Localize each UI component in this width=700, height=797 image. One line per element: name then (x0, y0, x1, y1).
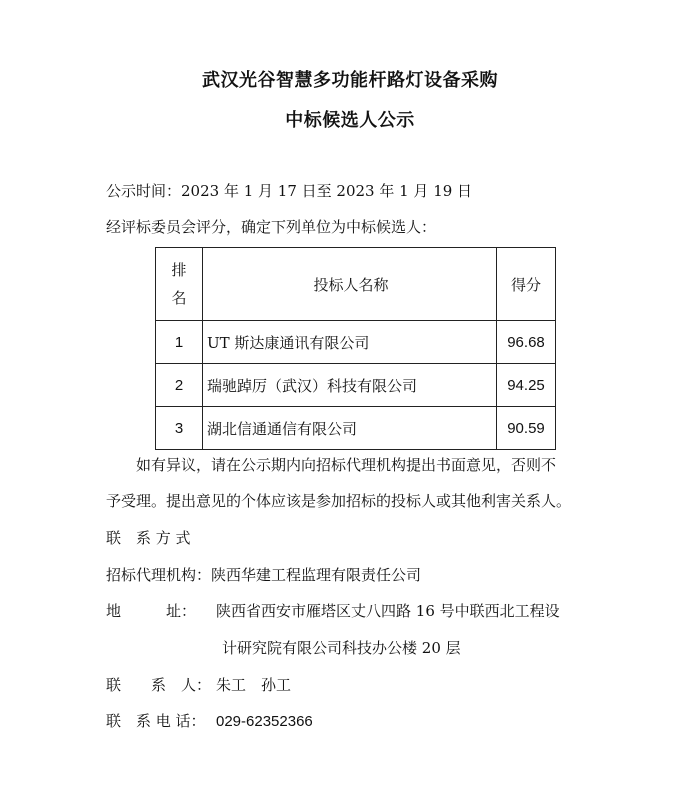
score-cell: 94.25 (497, 364, 556, 407)
objection-line-2: 予受理。提出意见的个体应该是参加招标的投标人或其他利害关系人。 (106, 492, 572, 510)
intro-text: 经评标委员会评分，确定下列单位为中标候选人： (106, 218, 437, 236)
bidder-cell: UT 斯达康通讯有限公司 (203, 321, 497, 364)
rank-cell: 3 (156, 407, 203, 450)
title-line-1: 武汉光谷智慧多功能杆路灯设备采购 (202, 70, 498, 91)
table-header-row (156, 248, 556, 321)
contact-heading: 联 系 方 式 (106, 529, 191, 547)
bidder-cell: 瑞驰踔厉（武汉）科技有限公司 (203, 364, 497, 407)
candidates-table (155, 247, 556, 450)
agency-label: 招标代理机构： (106, 566, 212, 584)
score-cell: 90.59 (497, 407, 556, 450)
table-row (156, 321, 556, 364)
rank-cell: 1 (156, 321, 203, 364)
phone-label: 联 系 电 话： (106, 712, 206, 730)
address-line-1: 陕西省西安市雁塔区丈八四路 16 号中联西北工程设 (216, 602, 560, 620)
address-row (106, 600, 560, 621)
table-row (156, 364, 556, 407)
agency-value: 陕西华建工程监理有限责任公司 (211, 566, 422, 584)
table-row (156, 407, 556, 450)
title-line-2: 中标候选人公示 (285, 110, 415, 131)
person-value: 朱工 孙工 (216, 676, 292, 694)
score-cell: 96.68 (497, 321, 556, 364)
header-rank-char-1: 排 (171, 261, 187, 279)
phone-value: 029-62352366 (216, 713, 313, 730)
publicity-period: 公示时间：2023 年 1 月 17 日至 2023 年 1 月 19 日 (106, 182, 473, 200)
rank-cell: 2 (156, 364, 203, 407)
address-line-2: 计研究院有限公司科技办公楼 20 层 (222, 639, 461, 657)
person-row (106, 674, 291, 695)
agency-row (106, 564, 421, 585)
phone-row (106, 710, 313, 731)
bidder-cell: 湖北信通通信有限公司 (203, 407, 497, 450)
header-rank (156, 248, 203, 321)
header-bidder: 投标人名称 (203, 248, 497, 321)
address-label: 地 址： (106, 602, 197, 620)
header-rank-char-2: 名 (171, 289, 187, 307)
objection-line-1: 如有异议，请在公示期内向招标代理机构提出书面意见，否则不 (136, 456, 557, 474)
person-label: 联 系 人： (106, 676, 212, 694)
header-score: 得分 (497, 248, 556, 321)
